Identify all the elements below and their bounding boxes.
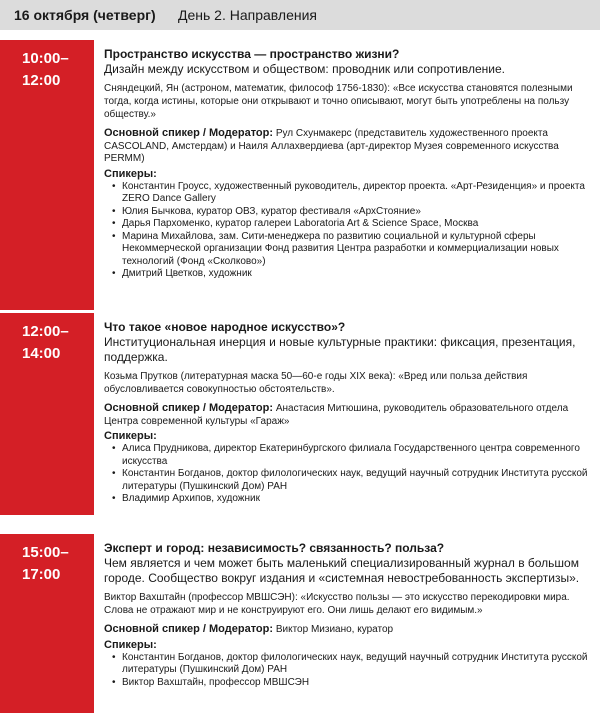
session-time (0, 313, 94, 515)
header-subtitle: День 2. Направления (178, 7, 318, 23)
moderator-text: Рул Схунмакерс (представитель художественного проекта CASCOLAND, Амстердам) и Наиля Аллахвердиева (арт-директор Музея современного искусства PERMM) (104, 128, 559, 164)
time-start: 10:00– (22, 50, 69, 67)
moderator-text: Анастасия Митюшина, руководитель образовательного отдела Центра современной культуры «Гараж» (104, 403, 569, 427)
moderator-block (104, 623, 590, 637)
session-quote: Козьма Прутков (литературная маска 50—60-е годы XIX века): «Вред или польза действия обусловливается совокупностью обстоятельств». (104, 371, 528, 395)
speaker-item: • Дмитрий Цветков, художник (112, 268, 590, 281)
speakers-list (104, 652, 590, 690)
session-3 (0, 534, 600, 713)
session-description: Чем является и чем может быть маленький специализированный журнал в большом городе. Сообщество вокруг издания и «системная невостребованность экспертизы». (104, 556, 580, 585)
session-quote: Сняндецкий, Ян (астроном, математик, философ 1756-1830): «Все искусства становятся полезными тогда, когда истины, которые они открывают и точно описывают, могут быть употреблены на пользу обществу.» (104, 83, 573, 120)
speakers-label: Спикеры: (104, 430, 157, 442)
time-start: 15:00– (22, 544, 69, 561)
session-time (0, 534, 94, 713)
moderator-label: Основной спикер / Модератор: (104, 127, 274, 139)
session-content (104, 541, 590, 689)
page-header (0, 0, 600, 30)
header-date: 16 октября (четверг) (14, 7, 156, 23)
time-start: 12:00– (22, 323, 69, 340)
session-content (104, 47, 590, 281)
time-end: 12:00 (22, 72, 61, 89)
session-time (0, 40, 94, 310)
speaker-item: • Владимир Архипов, художник (112, 493, 590, 506)
moderator-block (104, 127, 590, 166)
moderator-block (104, 402, 590, 428)
session-2 (0, 313, 600, 515)
time-end: 17:00 (22, 566, 61, 583)
session-quote: Виктор Вахштайн (профессор МВШСЭН): «Искусство пользы — это искусство перекодировки мира. Слова не отражают мир и не конструируют его. Они лишь делают его видимым.» (104, 592, 570, 616)
session-description: Дизайн между искусством и обществом: проводник или сопротивление. (104, 62, 505, 76)
speaker-item: • Константин Богданов, доктор филологических наук, ведущий научный сотрудник Института русской литературы (Пушкинский Дом) РАН (112, 652, 590, 677)
session-title: Что такое «новое народное искусство»? (104, 320, 346, 334)
speaker-item: • Константин Богданов, доктор филологических наук, ведущий научный сотрудник Института русской литературы (Пушкинский Дом) РАН (112, 468, 590, 493)
speaker-item: • Юлия Бычкова, куратор ОВЗ, куратор фестиваля «АрхСтояние» (112, 206, 590, 219)
speakers-list (104, 443, 590, 506)
session-title: Эксперт и город: независимость? связанность? польза? (104, 541, 445, 555)
session-title: Пространство искусства — пространство жизни? (104, 47, 400, 61)
session-1 (0, 40, 600, 310)
moderator-label: Основной спикер / Модератор: (104, 402, 274, 414)
session-description: Институциональная инерция и новые культурные практики: фиксация, презентация, поддержка. (104, 335, 576, 364)
moderator-label: Основной спикер / Модератор: (104, 623, 274, 635)
session-content (104, 320, 590, 506)
speaker-item: • Алиса Прудникова, директор Екатеринбургского филиала Государственного центра современного искусства (112, 443, 590, 468)
speakers-list (104, 181, 590, 281)
speakers-label: Спикеры: (104, 638, 157, 651)
speaker-item: • Дарья Пархоменко, куратор галереи Laboratoria Art & Science Space, Москва (112, 218, 590, 231)
speaker-item: • Марина Михайлова, зам. Сити-менеджера по развитию социальной и культурной сферы Некоммерческой организации Фонд развития Центра разработки и коммерциализации новых технологий (Фонд «Сколково») (112, 231, 590, 269)
time-end: 14:00 (22, 345, 61, 362)
speakers-label: Спикеры: (104, 167, 157, 180)
speaker-item: • Константин Гроусс, художественный руководитель, директор проекта. «Арт-Резиденция» и проекта ZERO Dance Gallery (112, 181, 590, 206)
speaker-item: • Виктор Вахштайн, профессор МВШСЭН (112, 677, 590, 690)
moderator-text: Виктор Мизиано, куратор (275, 624, 394, 635)
